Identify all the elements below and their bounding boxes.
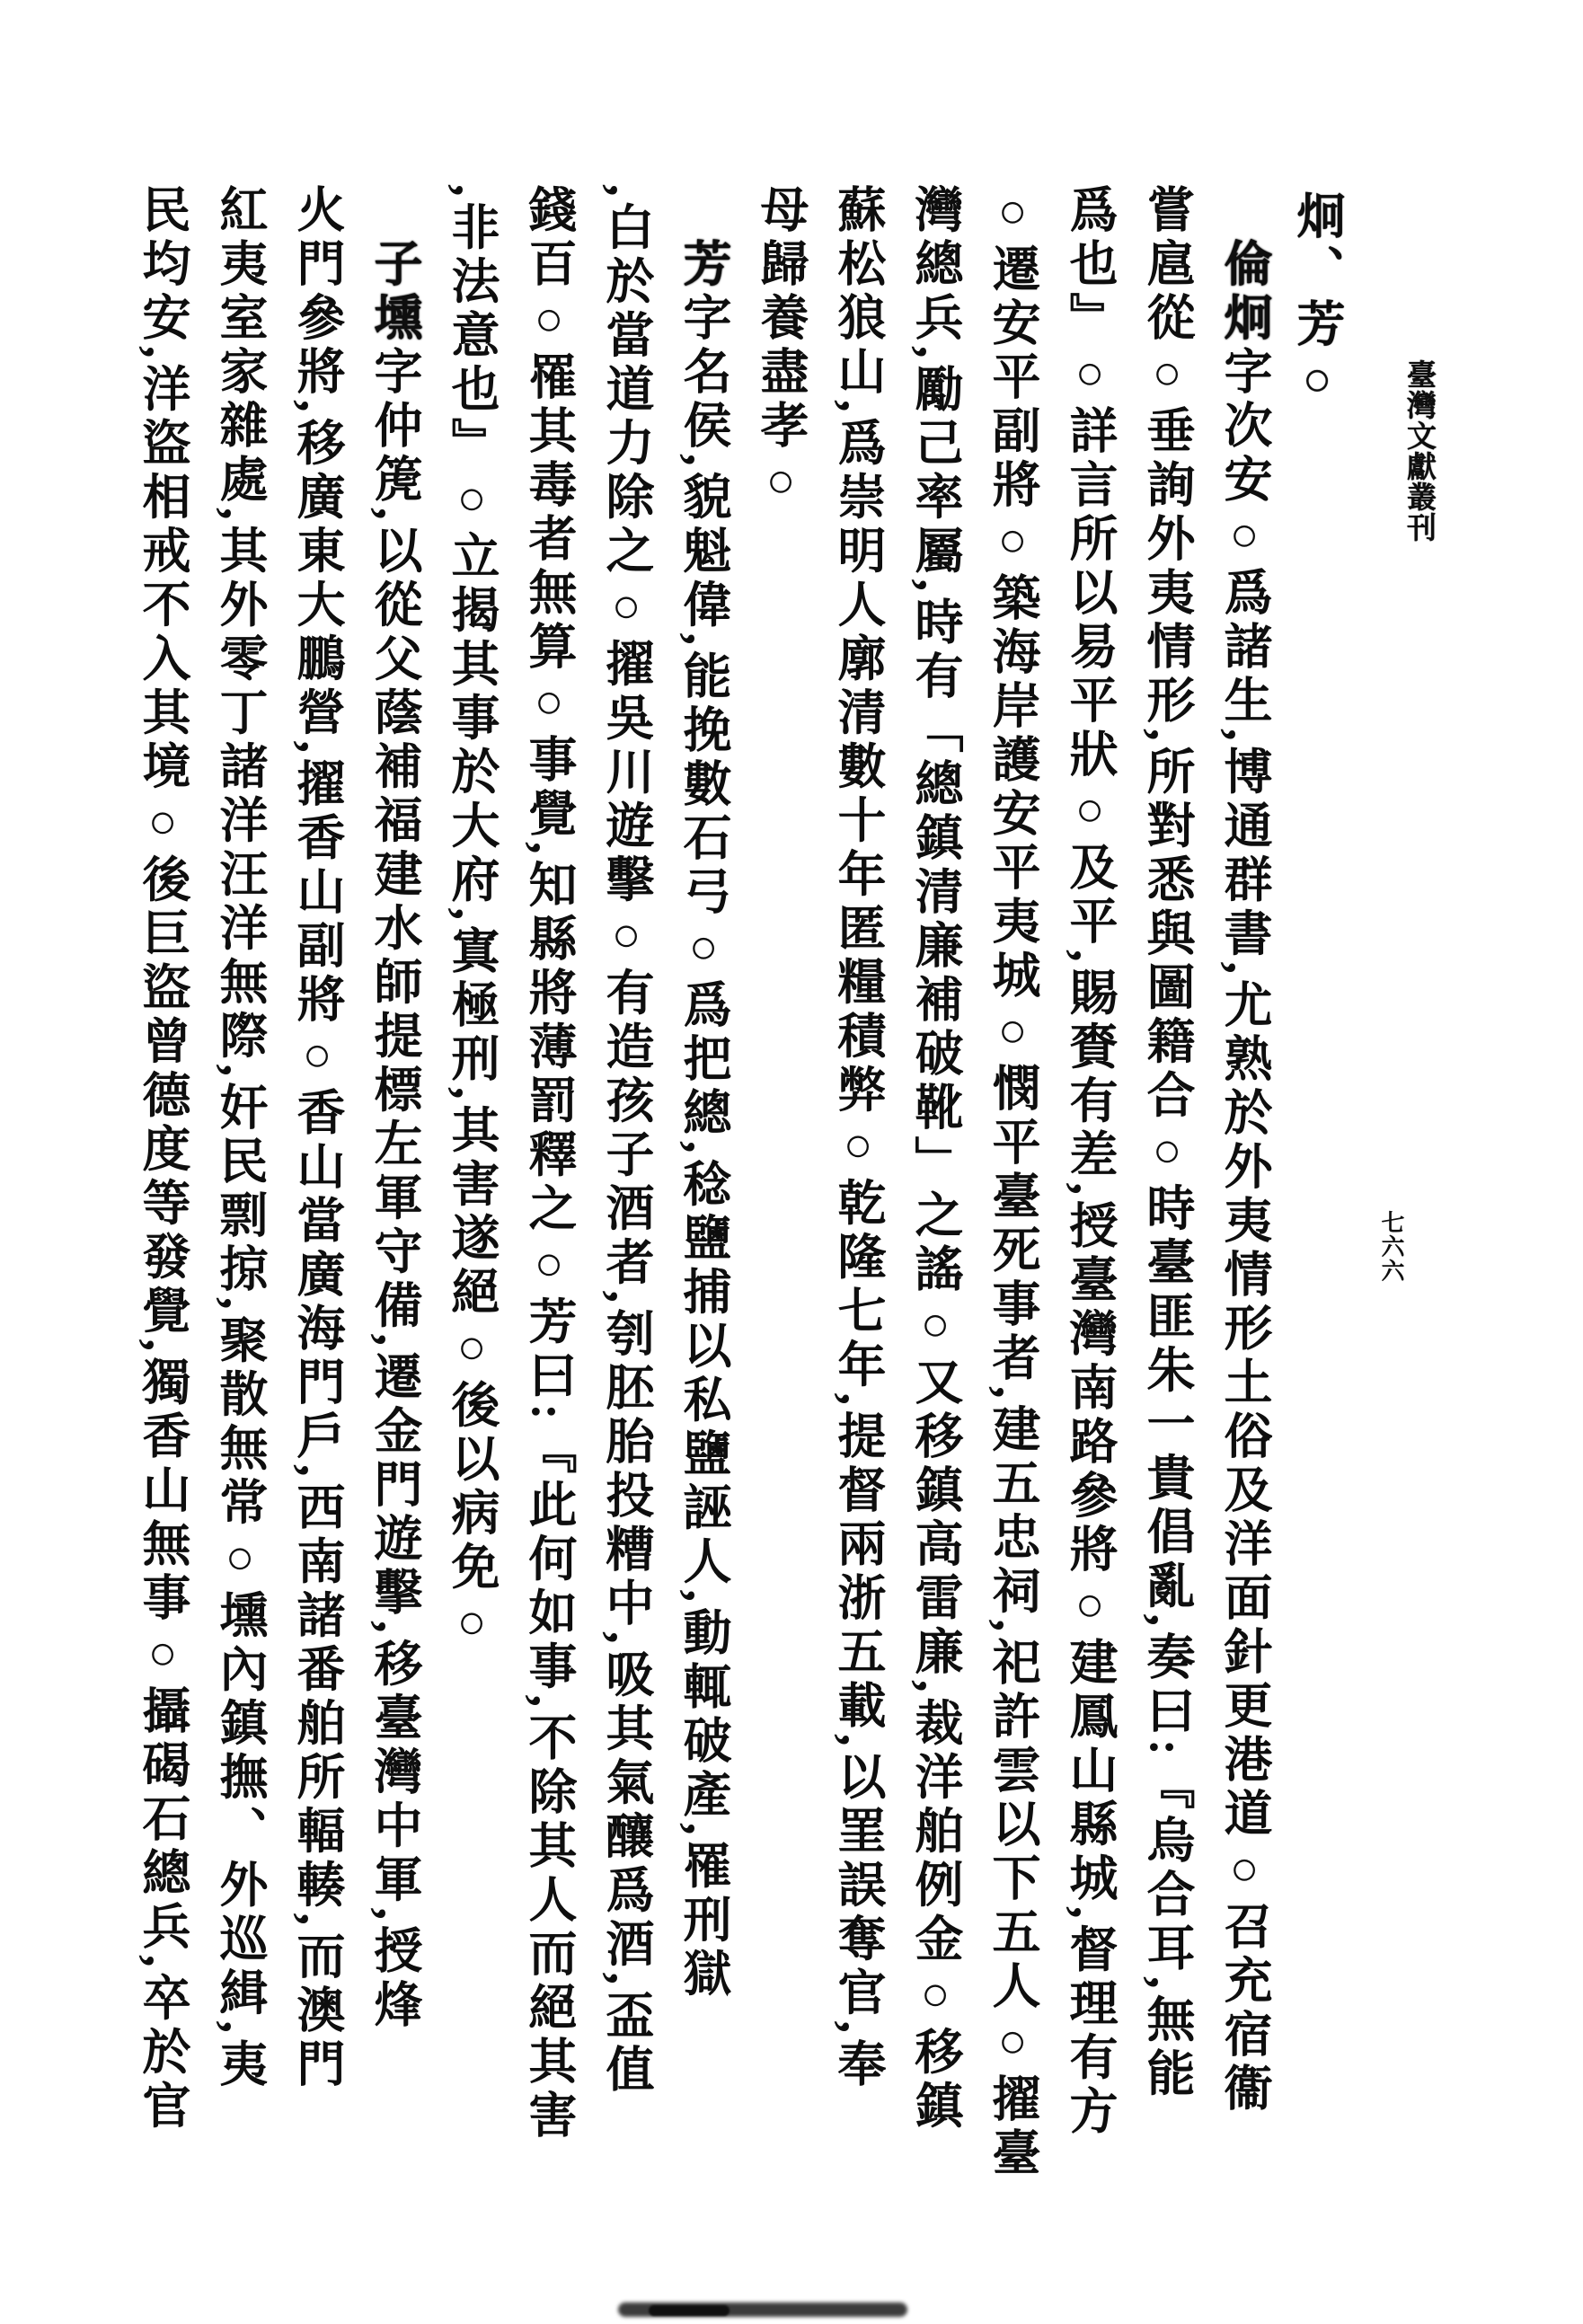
text-column — [1217, 184, 1271, 2268]
text-column — [136, 184, 190, 2268]
column-text: ,白於當道力除之○擢吳川遊擊○有造孩子酒者,刳胚胎投糟中,吸其氣釀爲酒,盃值 — [599, 184, 653, 2098]
text-column — [908, 184, 962, 2268]
text-column — [290, 184, 344, 2268]
column-text: 錢百○罹其毒者無算○事覺,知縣將薄罰釋之○芳曰:『此何如事,不除其人而絕其害 — [522, 184, 576, 2143]
text-column — [367, 184, 421, 2268]
section-names-heading: 炯、芳○ — [1290, 190, 1344, 411]
column-text: 嘗扈從○垂詢外夷情形,所對悉與圖籍合○時臺匪朱一貴倡亂,奏曰:『烏合耳,無能 — [1140, 184, 1194, 2102]
main-text-block — [110, 184, 1269, 2268]
column-text: 紅夷室家雜處,其外零丁諸洋汪洋無際,奸民剽掠,聚散無常○壎內鎮撫、外巡緝,夷 — [213, 184, 267, 2092]
text-column — [522, 184, 576, 2268]
scan-gutter-smudge-dark — [649, 2305, 730, 2316]
column-text: 民均安,洋盜相戒不入其境○後巨盜曾德度等發覺,獨香山無事○攝碣石總兵,卒於官 — [136, 184, 190, 2134]
column-text: 母歸養盡孝○ — [754, 184, 808, 513]
text-column — [445, 184, 499, 2268]
column-text: ○遷安平副將○築海岸護安平夷城○憫平臺死事者,建五忠祠,祀許雲以下五人○擢臺 — [986, 184, 1039, 2181]
column-text: 蘇松狼山,爲崇明人廓清數十年匿糧積弊○乾隆七年,提督兩浙五載,以罣誤奪官,奉 — [831, 184, 885, 2092]
column-text: 火門參將,移廣東大鵬營,擢香山副將○香山當廣海門戶,西南諸番舶所輻輳,而澳門 — [290, 184, 344, 2092]
page-number: 七六六 — [1378, 1210, 1404, 1283]
text-column — [988, 184, 1037, 2268]
text-column — [679, 184, 728, 2268]
text-column — [599, 184, 653, 2268]
column-text: 爲也』○詳言所以易平狀○及平,賜賚有差,授臺灣南路參將○建鳳山縣城,督理有方 — [1063, 184, 1117, 2140]
column-text: ,非法意也』○立揭其事於大府,寘極刑,其害遂絕○後以病免○ — [445, 184, 499, 1655]
entry-name: 倫炯 — [1217, 238, 1271, 346]
text-column — [1140, 184, 1194, 2268]
column-text: 字仲箎,以從父蔭補福建水師提標左軍守備,遷金門遊擊,移臺灣中軍,授烽 — [367, 346, 421, 2033]
entry-name: 芳 — [677, 238, 730, 292]
text-column — [1063, 184, 1117, 2268]
text-column — [831, 184, 885, 2268]
column-text: 字次安○爲諸生,博通群書,尤熟於外夷情形土俗及洋面針更港道○召充宿衞 — [1217, 346, 1271, 2116]
running-title: 臺灣文獻叢刊 — [1402, 359, 1435, 543]
text-column — [213, 184, 267, 2268]
column-text: 字名侯,貌魁偉,能挽數石弓○爲把總,稔鹽捕以私鹽誣人,動輒破產,罹刑獄 — [677, 292, 730, 2002]
entry-name: 子壎 — [367, 238, 421, 346]
text-column — [754, 184, 808, 2268]
column-text: 灣總兵,勵己率屬,時有「總鎮清廉補破靴」之謠○又移鎮高雷廉,裁洋舶例金○移鎮 — [908, 184, 962, 2134]
